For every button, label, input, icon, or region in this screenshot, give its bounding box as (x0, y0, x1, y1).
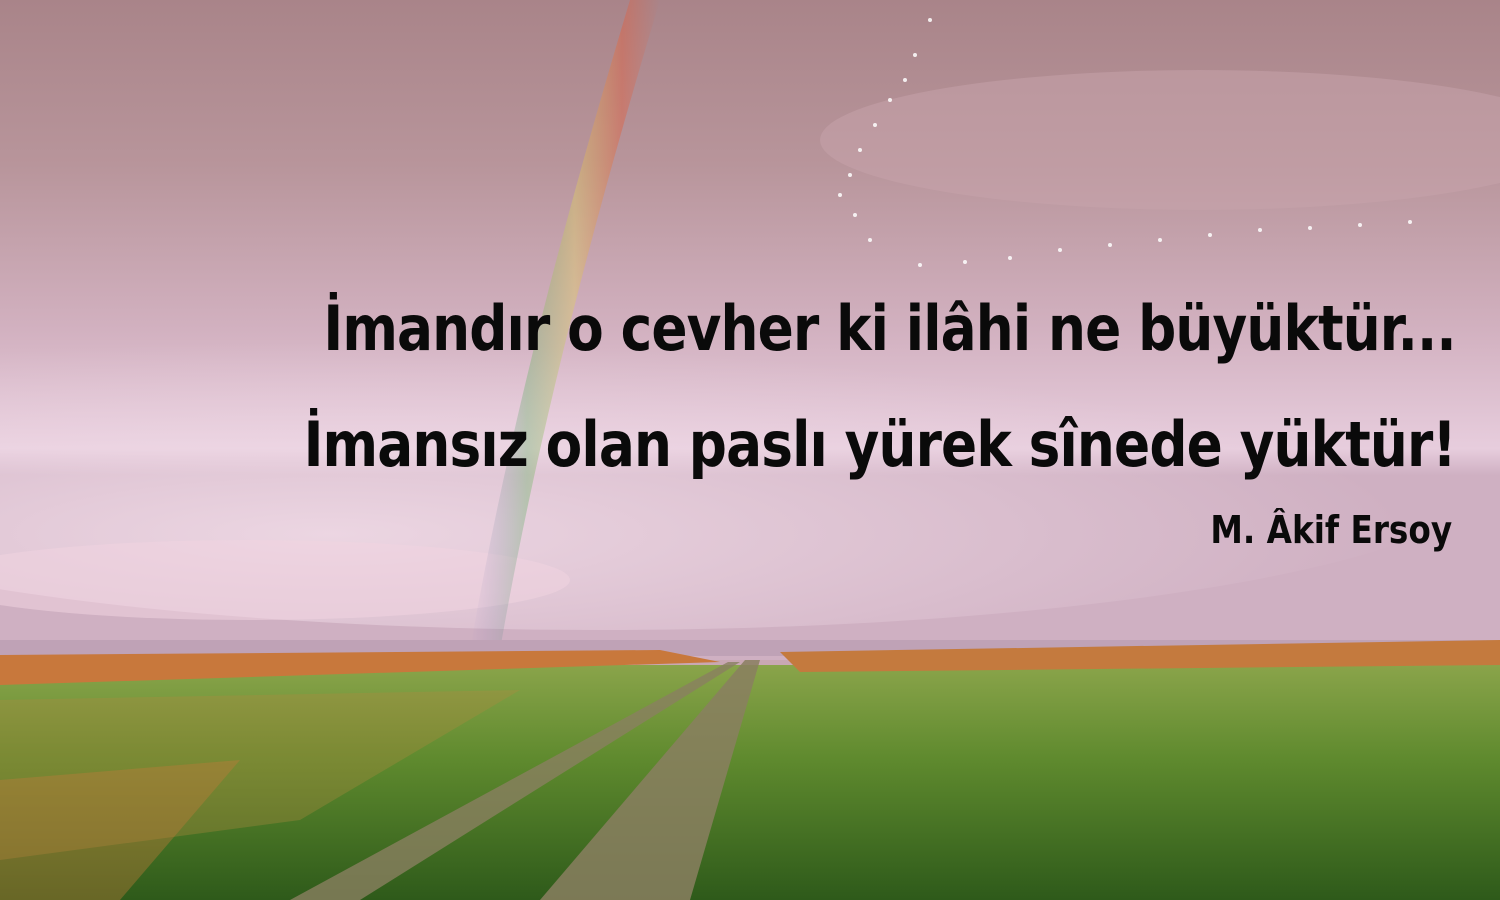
quote-author: M. Âkif Ersoy (1210, 508, 1452, 552)
quote-line-1: İmandır o cevher ki ilâhi ne büyüktür... (323, 292, 1456, 365)
quote-line-2: İmansız olan paslı yürek sînede yüktür! (303, 408, 1456, 481)
